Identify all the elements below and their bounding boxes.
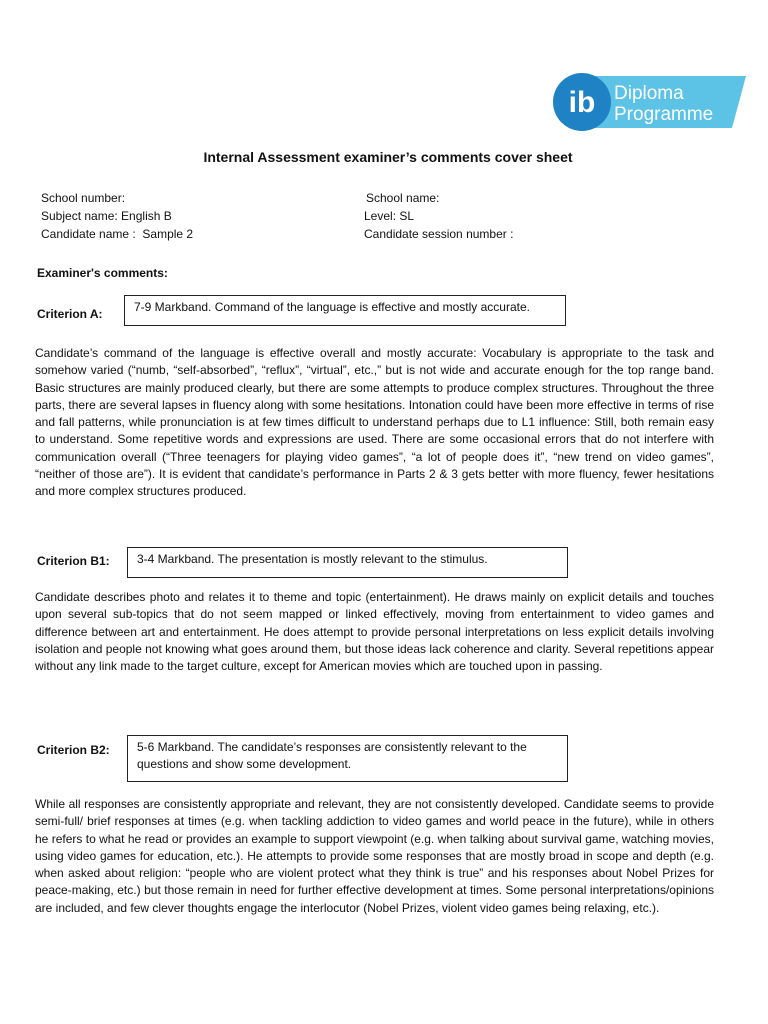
criterion-b1-markband-box: 3-4 Markband. The presentation is mostly relevant to the stimulus.	[127, 547, 568, 578]
candidate-name-field: Candidate name : Sample 2	[41, 227, 194, 241]
svg-text:ib: ib	[568, 86, 596, 119]
ib-diploma-programme-logo	[552, 72, 746, 132]
school-number-field: School number:	[41, 191, 126, 205]
svg-text:Diploma: Diploma	[614, 83, 684, 104]
candidate-session-number-field: Candidate session number :	[364, 227, 514, 241]
criterion-b1-comment: Candidate describes photo and relates it to theme and topic (entertainment). He draws mainly on explicit details and touches upon several sub-topics that do not seem mapped or linked effectively, moving from entertainment to video games and difference between art and entertainment. He does attempt to provide personal interpretations on less explicit details involving isolation and people not knowing what goes around them, but those ideas lack coherence and clarity. Several repetitions appear without any link made to the target culture, except for American movies which are touched upon in passing.	[35, 590, 714, 674]
criterion-b1-label: Criterion B1:	[37, 554, 110, 568]
criterion-a-comment: Candidate’s command of the language is effective overall and mostly accurate: Vocabulary is appropriate to the task and somehow varied (“numb, “self-absorbed”, “reflux”, “virtual”, etc.,” but is not wide and accurate enough for the top range band. Basic structures are mainly produced clearly, but there are some attempts to produce complex structures. Throughout the three parts, there are several lapses in fluency along with some hesitations. Intonation could have been more effective in terms of rise and fall patterns, while pronunciation is at few times difficult to understand perhaps due to L1 influence: Still, both remain easy to understand. Some repetitive words and expressions are used. There are some occasional errors that do not interfere with communication overall (“Three teenagers for playing video games”, “a lot of people does it”, “new trend on video games”, “neither of those are”). It is evident that candidate’s performance in Parts 2 & 3 gets better with more fluency, fewer hesitations and more complex structures produced.	[35, 346, 714, 499]
criterion-b2-comment: While all responses are consistently appropriate and relevant, they are not consistently developed. Candidate seems to provide semi-full/ brief responses at times (e.g. when tackling addiction to video games and world peace in the future), while in others he refers to what he read or provides an example to support viewpoint (e.g. when talking about survival game, watching movies, using video games for education, etc.). He attempts to provide some responses that are mostly broad in scope and depth (e.g. when asked about religion: “people who are violent protect what they think is true” and his responses about Nobel Prizes for peace-making, etc.) but those remain in need for further effective development at times. Some personal interpretations/opinions are included, and few clever thoughts engage the interlocutor (Nobel Prizes, violent video games being relaxing, etc.).	[35, 797, 714, 915]
svg-text:Programme: Programme	[614, 104, 714, 125]
criterion-b2-markband-box: 5-6 Markband. The candidate’s responses are consistently relevant to the questions and show some development.	[127, 735, 568, 782]
school-name-field: School name:	[366, 191, 440, 205]
level-field: Level: SL	[364, 209, 415, 223]
subject-name-field: Subject name: English B	[41, 209, 172, 223]
examiners-comments-label: Examiner's comments:	[37, 266, 168, 280]
criterion-a-label: Criterion A:	[37, 307, 103, 321]
criterion-a-markband-box: 7-9 Markband. Command of the language is effective and mostly accurate.	[124, 295, 566, 326]
criterion-b2-label: Criterion B2:	[37, 743, 110, 757]
page-title: Internal Assessment examiner’s comments cover sheet	[203, 149, 573, 165]
